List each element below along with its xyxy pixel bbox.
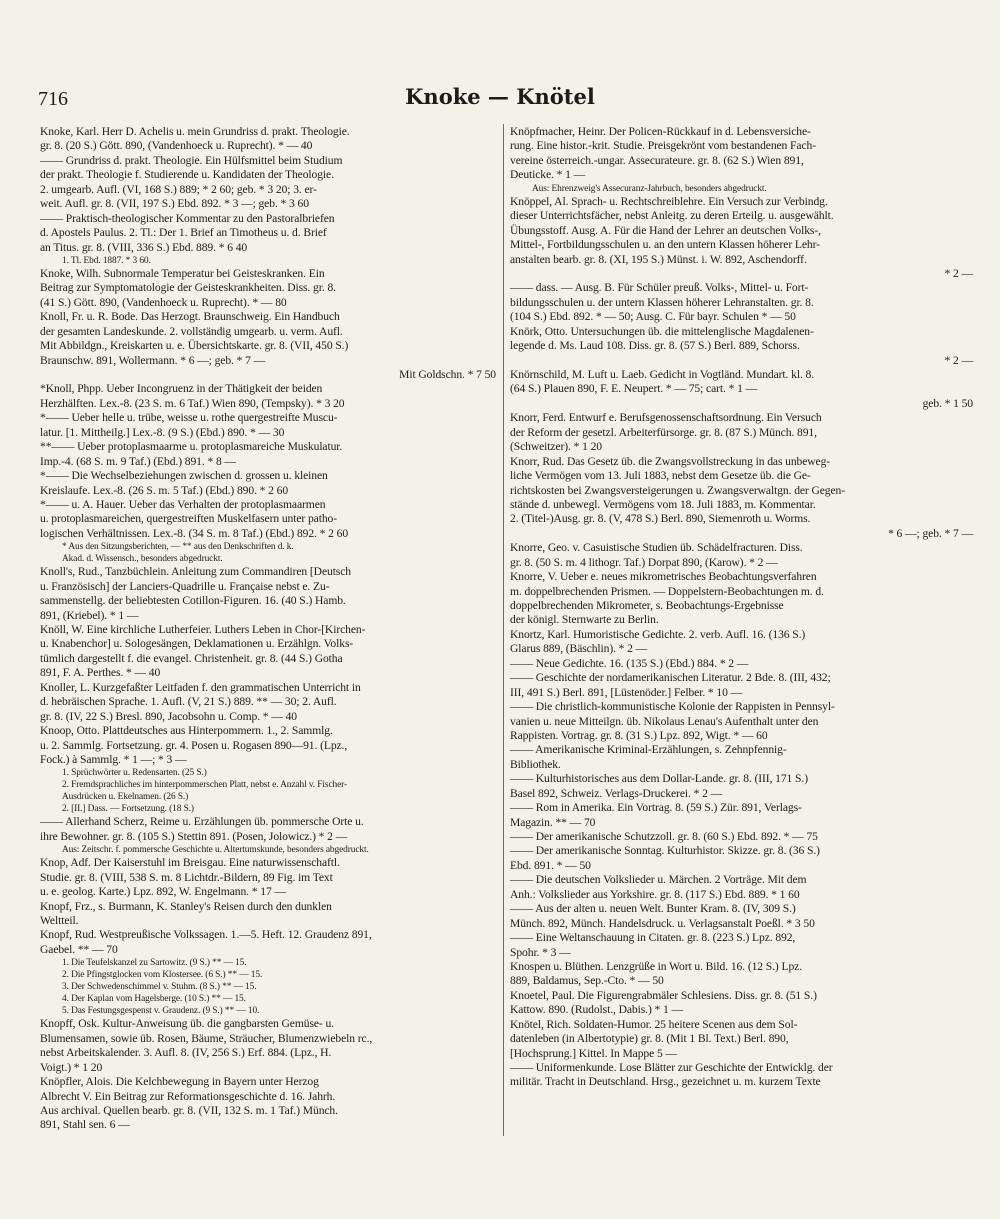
catalog-line: *—— Die Wechselbeziehungen zwischen d. grossen u. kleinen: [40, 469, 328, 483]
catalog-line: vereine österreich.-ungar. Assecurateure. gr. 8. (62 S.) Wien 891,: [510, 153, 804, 167]
catalog-line: u. 2. Sammlg. Fortsetzung. gr. 4. Posen u. Rogasen 890—91. (Lpz.,: [40, 738, 348, 752]
catalog-line: u. e. geolog. Karte.) Lpz. 892, W. Engelmann. * 17 —: [40, 885, 286, 899]
catalog-line: 891, (Kriebel). * 1 —: [40, 608, 139, 622]
catalog-line: Mit Abbildgn., Kreiskarten u. e. Übersichtskarte. gr. 8. (VII, 450 S.): [40, 339, 349, 353]
catalog-line: * 6 —; geb. * 7 —: [888, 526, 973, 540]
catalog-line: Aus: Zeitschr. f. pommersche Geschichte u. Altertumskunde, besonders abgedruckt.: [62, 845, 369, 856]
catalog-line: Knorre, V. Ueber e. neues mikrometrisches Beobachtungsverfahren: [510, 570, 817, 584]
catalog-line: Knop, Adf. Der Kaiserstuhl im Breisgau. Eine naturwissenschaftl.: [40, 856, 340, 870]
catalog-line: Voigt.) * 1 20: [40, 1060, 103, 1074]
catalog-line: —— Uniformenkunde. Lose Blätter zur Geschichte der Entwicklg. der: [510, 1061, 833, 1074]
catalog-line: Akad. d. Wissensch., besonders abgedruckt.: [62, 554, 223, 565]
catalog-line: Beitrag zur Symptomatologie der Geisteskrankheiten. Diss. gr. 8.: [40, 281, 336, 295]
catalog-line: an Titus. gr. 8. (VIII, 336 S.) Ebd. 889. * 6 40: [40, 240, 248, 254]
catalog-line: —— Amerikanische Kriminal-Erzählungen, s. Zehnpfennig-: [510, 743, 787, 757]
catalog-line: 2. (Titel-)Ausg. gr. 8. (V, 478 S.) Berl. 890, Siemenroth u. Worms.: [510, 512, 811, 526]
catalog-line: Knorr, Rud. Das Gesetz üb. die Zwangsvollstreckung in das unbeweg-: [510, 454, 831, 468]
catalog-line: richtskosten bei Zwangsversteigerungen u. Zwangsverwaltgn. der Gegen-: [510, 483, 846, 497]
catalog-line: Knorre, Geo. v. Casuistische Studien üb. Schädelfracturen. Diss.: [510, 541, 803, 555]
catalog-line: Ausdrücken u. Ekelnamen. (26 S.): [62, 792, 189, 803]
catalog-line: Knortz, Karl. Humoristische Gedichte. 2. verb. Aufl. 16. (136 S.): [510, 627, 806, 641]
catalog-line: nebst Arbeitskalender. 3. Aufl. 8. (IV, 256 S.) Erf. 884. (Lpz., H.: [40, 1046, 332, 1060]
catalog-line: Glarus 889, (Bäschlin). * 2 —: [510, 642, 648, 656]
catalog-line: u. Französisch] der Lanciers-Quadrille u. Française nebst e. Zu-: [40, 579, 330, 593]
catalog-line: ihre Bewohner. gr. 8. (105 S.) Stettin 891. (Posen, Jolowicz.) * 2 —: [40, 829, 348, 843]
catalog-line: latur. [1. Mittheilg.] Lex.-8. (9 S.) (Ebd.) 890. * — 30: [40, 425, 285, 439]
catalog-line: bildungsschulen u. der untern Klassen höherer Lehranstalten. gr. 8.: [510, 295, 814, 309]
page-number: 716: [38, 88, 68, 110]
catalog-line: 1. Die Teufelskanzel zu Sartowitz. (9 S.) ** — 15.: [62, 958, 247, 969]
catalog-line: 1. Tl. Ebd. 1887. * 3 60.: [62, 255, 151, 266]
catalog-line: u. Knabenchor] u. Sologesängen, Deklamationen u. Erzählgn. Volks-: [40, 637, 354, 651]
catalog-line: [Hochsprung.] Kittel. In Mappe 5 —: [510, 1046, 677, 1060]
catalog-line: Münch. 892, Münch. Handelsdruck. u. Verlagsanstalt Poeßl. * 3 50: [510, 916, 815, 930]
catalog-line: Gaebel. ** — 70: [40, 942, 118, 956]
catalog-line: Knoller, L. Kurzgefaßter Leitfaden f. den grammatischen Unterricht in: [40, 680, 361, 694]
catalog-line: d. Apostels Paulus. 2. Tl.: Der 1. Brief an Timotheus u. d. Brief: [40, 226, 327, 240]
catalog-line: —— Die deutschen Volkslieder u. Märchen. 2 Vorträge. Mit dem: [510, 873, 807, 887]
catalog-line: —— Der amerikanische Schutzzoll. gr. 8. (60 S.) Ebd. 892. * — 75: [510, 830, 818, 843]
catalog-line: 2. Fremdsprachliches im hinterpommerschen Platt, nebst e. Anzahl v. Fischer-: [62, 780, 348, 791]
catalog-line: Basel 892, Schweiz. Verlags-Druckerei. * 2 —: [510, 786, 723, 800]
catalog-line: der gesamten Landeskunde. 2. vollständig umgearb. u. verm. Aufl.: [40, 324, 343, 338]
catalog-line: * Aus den Sitzungsberichten, — ** aus den Denkschriften d. k.: [62, 542, 294, 553]
right-column: [510, 125, 975, 1090]
catalog-line: Aus: Ehrenzweig's Assecuranz-Jahrbuch, besonders abgedruckt.: [532, 183, 767, 194]
catalog-line: gr. 8. (50 S. m. 4 lithogr. Taf.) Dorpat 890, (Karow). * 2 —: [510, 555, 778, 569]
catalog-line: Knoke, Karl. Herr D. Achelis u. mein Grundriss d. prakt. Theologie.: [40, 125, 350, 138]
catalog-line: Knoetel, Paul. Die Figurengrabmäler Schlesiens. Diss. gr. 8. (51 S.): [510, 988, 817, 1002]
page-header: [0, 84, 1000, 118]
catalog-line: Knoop, Otto. Plattdeutsches aus Hinterpommern. 1., 2. Sammlg.: [40, 724, 333, 738]
catalog-line: weit. Aufl. gr. 8. (VII, 197 S.) Ebd. 892. * 3 —; geb. * 3 60: [40, 197, 309, 211]
catalog-line: Knoke, Wilh. Subnormale Temperatur bei Geisteskranken. Ein: [40, 266, 325, 280]
catalog-line: (Schweitzer). * 1 20: [510, 440, 603, 454]
catalog-line: der Reform der gesetzl. Arbeiterfürsorge. gr. 8. (87 S.) Münch. 891,: [510, 425, 817, 439]
catalog-line: Knöll, W. Eine kirchliche Lutherfeier. Luthers Leben in Chor-[Kirchen-: [40, 623, 366, 636]
catalog-line: —— Praktisch-theologischer Kommentar zu den Pastoralbriefen: [40, 211, 335, 225]
catalog-line: Mit Goldschn. * 7 50: [399, 368, 496, 381]
catalog-line: Blumensamen, sowie üb. Rosen, Bäume, Sträucher, Blumenzwiebeln rc.,: [40, 1031, 373, 1045]
catalog-line: geb. * 1 50: [922, 396, 973, 410]
catalog-line: logischen Verhältnissen. Lex.-8. (34 S. m. 8 Taf.) (Ebd.) 892. * 2 60: [40, 526, 349, 540]
catalog-line: * 2 —: [944, 353, 973, 367]
catalog-line: 2. umgearb. Aufl. (VI, 168 S.) 889; * 2 60; geb. * 3 20; 3. er-: [40, 182, 317, 196]
catalog-line: 889, Baldamus, Sep.-Cto. * — 50: [510, 974, 664, 988]
catalog-line: III, 491 S.) Berl. 891, [Lüstenöder.] Felber. * 10 —: [510, 685, 743, 699]
catalog-line: m. doppelbrechenden Prismen. — Doppelstern-Beobachtungen m. d.: [510, 584, 824, 598]
catalog-line: 4. Der Kaplan vom Hagelsberge. (10 S.) ** — 15.: [62, 994, 246, 1005]
catalog-line: —— Geschichte der nordamerikanischen Literatur. 2 Bde. 8. (III, 432;: [510, 671, 831, 685]
catalog-line: gr. 8. (20 S.) Gött. 890, (Vandenhoeck u. Ruprecht). * — 40: [40, 139, 313, 153]
catalog-line: —— Eine Weltanschauung in Citaten. gr. 8. (223 S.) Lpz. 892,: [510, 931, 796, 945]
catalog-line: —— Grundriss d. prakt. Theologie. Ein Hülfsmittel beim Studium: [40, 153, 343, 167]
catalog-line: 3. Der Schwedenschimmel v. Stuhm. (8 S.) ** — 15.: [62, 982, 257, 993]
catalog-line: Knopff, Osk. Kultur-Anweisung üb. die gangbarsten Gemüse- u.: [40, 1017, 334, 1031]
catalog-line: liche Vermögen vom 13. Juli 1883, nebst dem Gesetze üb. die Ge-: [510, 469, 811, 483]
catalog-line: Mittel-, Fortbildungsschulen u. an den untern Klassen höherer Lehr-: [510, 238, 820, 252]
catalog-line: Braunschw. 891, Wollermann. * 6 —; geb. * 7 —: [40, 353, 266, 367]
catalog-line: anstalten bearb. gr. 8. (XI, 195 S.) Münst. i. W. 892, Aschendorff.: [510, 252, 807, 266]
catalog-line: Imp.-4. (68 S. m. 9 Taf.) (Ebd.) 891. * 8 —: [40, 454, 236, 468]
catalog-line: Herzhälften. Lex.-8. (23 S. m. 6 Taf.) Wien 890, (Tempsky). * 3 20: [40, 396, 345, 410]
catalog-line: der prakt. Theologie f. Studierende u. Kandidaten der Theologie.: [40, 168, 334, 182]
catalog-line: —— Kulturhistorisches aus dem Dollar-Lande. gr. 8. (III, 171 S.): [510, 772, 808, 786]
catalog-line: Rappisten. Vortrag. gr. 8. (31 S.) Lpz. 892, Wigt. * — 60: [510, 728, 768, 742]
catalog-line: Knörk, Otto. Untersuchungen üb. die mittelenglische Magdalenen-: [510, 324, 814, 338]
catalog-line: sammenstellg. der beliebtesten Cotillon-Figuren. 16. (40 S.) Hamb.: [40, 594, 346, 608]
catalog-line: Knörnschild, M. Luft u. Laeb. Gedicht in Vogtländ. Mundart. kl. 8.: [510, 368, 815, 381]
catalog-line: Magazin. ** — 70: [510, 815, 596, 829]
catalog-line: Knoll's, Rud., Tanzbüchlein. Anleitung zum Commandiren [Deutsch: [40, 565, 351, 579]
catalog-line: Weltteil.: [40, 914, 79, 927]
catalog-line: Aus archival. Quellen bearb. gr. 8. (VII, 132 S. m. 1 Taf.) Münch.: [40, 1103, 338, 1117]
catalog-line: dieser Unterrichtsfächer, nebst Anleitg. zu deren Erteilg. u. ausgewählt.: [510, 209, 834, 223]
catalog-line: —— Rom in Amerika. Ein Vortrag. 8. (59 S.) Zür. 891, Verlags-: [510, 801, 802, 815]
catalog-line: u. protoplasmareichen, quergestreiften Muskelfasern unter patho-: [40, 512, 337, 526]
catalog-line: —— Aus der alten u. neuen Welt. Bunter Kram. 8. (IV, 309 S.): [510, 902, 796, 916]
column-divider: [503, 124, 504, 1136]
catalog-line: Knötel, Rich. Soldaten-Humor. 25 heitere Scenen aus dem Sol-: [510, 1017, 798, 1031]
catalog-line: rung. Eine histor.-krit. Studie. Preisgekrönt vom bestandenen Fach-: [510, 139, 816, 153]
catalog-line: —— Der amerikanische Sonntag. Kulturhistor. Skizze. gr. 8. (36 S.): [510, 844, 820, 858]
catalog-line: doppelbrechenden Mikrometer, s. Beobachtungs-Ergebnisse: [510, 599, 784, 612]
catalog-line: militär. Tracht in Deutschland. Hrsg., gezeichnet u. m. kurzem Texte: [510, 1075, 821, 1089]
catalog-line: Albrecht V. Ein Beitrag zur Reformationsgeschichte d. 16. Jahrh.: [40, 1089, 336, 1103]
catalog-line: Ebd. 891. * — 50: [510, 858, 591, 872]
catalog-line: 1. Sprüchwörter u. Redensarten. (25 S.): [62, 768, 207, 779]
catalog-line: 5. Das Festungsgespenst v. Graudenz. (9 S.) ** — 10.: [62, 1006, 260, 1017]
catalog-line: 2. [II.] Dass. — Fortsetzung. (18 S.): [62, 804, 194, 815]
catalog-line: Knoll, Fr. u. R. Bode. Das Herzogt. Braunschweig. Ein Handbuch: [40, 310, 340, 324]
catalog-line: Spohr. * 3 —: [510, 945, 571, 959]
catalog-line: Knorr, Ferd. Entwurf e. Berufsgenossenschaftsordnung. Ein Versuch: [510, 411, 822, 425]
catalog-line: Anh.: Volkslieder aus Yorkshire. gr. 8. (117 S.) Ebd. 889. * 1 60: [510, 887, 800, 901]
catalog-line: 891, F. A. Perthes. * — 40: [40, 666, 161, 680]
catalog-line: —— dass. — Ausg. B. Für Schüler preuß. Volks-, Mittel- u. Fort-: [510, 281, 809, 295]
catalog-line: Knopf, Rud. Westpreußische Volkssagen. 1.—5. Heft. 12. Graudenz 891,: [40, 928, 372, 942]
running-title: Knoke — Knötel: [405, 84, 595, 109]
catalog-line: —— Die christlich-kommunistische Kolonie der Rappisten in Pennsyl-: [510, 700, 835, 714]
catalog-line: *Knoll, Phpp. Ueber Incongruenz in der Thätigkeit der beiden: [40, 382, 323, 396]
catalog-line: 2. Die Pfingstglocken vom Klostersee. (6 S.) ** — 15.: [62, 970, 263, 981]
catalog-line: **—— Ueber protoplasmaarme u. protoplasmareiche Muskulatur.: [40, 440, 343, 454]
catalog-line: (64 S.) Plauen 890, F. E. Neupert. * — 75; cart. * 1 —: [510, 382, 758, 396]
catalog-line: Kreislaufe. Lex.-8. (26 S. m. 5 Taf.) (Ebd.) 890. * 2 60: [40, 483, 289, 497]
catalog-line: *—— u. A. Hauer. Ueber das Verhalten der protoplasmaarmen: [40, 497, 326, 511]
catalog-line: Übungsstoff. Ausg. A. Für die Hand der Lehrer an deutschen Volks-,: [510, 223, 821, 237]
catalog-line: Bibliothek.: [510, 757, 561, 771]
catalog-line: Studie. gr. 8. (VIII, 538 S. m. 8 Lichtdr.-Bildern, 89 Fig. im Text: [40, 870, 333, 884]
catalog-line: —— Neue Gedichte. 16. (135 S.) (Ebd.) 884. * 2 —: [510, 656, 749, 670]
catalog-line: der königl. Sternwarte zu Berlin.: [510, 613, 659, 627]
catalog-line: Knöpfler, Alois. Die Kelchbewegung in Bayern unter Herzog: [40, 1075, 319, 1089]
catalog-line: tümlich dargestellt f. die evangel. Christenheit. gr. 8. (44 S.) Gotha: [40, 651, 343, 665]
catalog-line: stände d. unbewegl. Vermögens vom 18. Juli 1883, m. Kommentar.: [510, 497, 816, 511]
catalog-line: * 2 —: [944, 266, 973, 280]
left-column: [40, 125, 498, 1133]
catalog-line: 891, Stahl sen. 6 —: [40, 1118, 130, 1132]
catalog-line: Kattow. 890. (Rudolst., Dabis.) * 1 —: [510, 1003, 683, 1017]
catalog-line: —— Allerhand Scherz, Reime u. Erzählungen üb. pommersche Orte u.: [40, 815, 364, 829]
catalog-line: legende d. Ms. Laud 108. Diss. gr. 8. (57 S.) Berl. 889, Schorss.: [510, 339, 800, 353]
catalog-line: Knöppel, Al. Sprach- u. Rechtschreiblehre. Ein Versuch zur Verbindg.: [510, 194, 828, 208]
catalog-line: d. hebräischen Sprache. 1. Aufl. (V, 21 S.) 889. ** — 30; 2. Aufl.: [40, 695, 337, 709]
catalog-line: gr. 8. (IV, 22 S.) Bresl. 890, Jacobsohn u. Comp. * — 40: [40, 709, 297, 723]
catalog-line: (41 S.) Gött. 890, (Vandenhoeck u. Ruprecht). * — 80: [40, 295, 287, 309]
catalog-line: Knospen u. Blüthen. Lenzgrüße in Wort u. Bild. 16. (12 S.) Lpz.: [510, 959, 803, 973]
catalog-line: Fock.) à Sammlg. * 1 —; * 3 —: [40, 752, 187, 766]
catalog-line: datenleben (in Albertotypie) gr. 8. (Mit 1 Bl. Text.) Berl. 890,: [510, 1032, 789, 1046]
catalog-line: Knöpfmacher, Heinr. Der Policen-Rückkauf in d. Lebensversiche-: [510, 125, 811, 138]
catalog-line: Knopf, Frz., s. Burmann, K. Stanley's Reisen durch den dunklen: [40, 899, 332, 913]
catalog-line: vanien u. neue Mitteilgn. üb. Nikolaus Lenau's Aufenthalt unter den: [510, 714, 819, 728]
catalog-line: *—— Ueber helle u. trübe, weisse u. rothe quergestreifte Muscu-: [40, 411, 338, 425]
catalog-line: (104 S.) Ebd. 892. * — 50; Ausg. C. Für bayr. Schulen * — 50: [510, 310, 796, 324]
catalog-line: Deuticke. * 1 —: [510, 168, 586, 182]
